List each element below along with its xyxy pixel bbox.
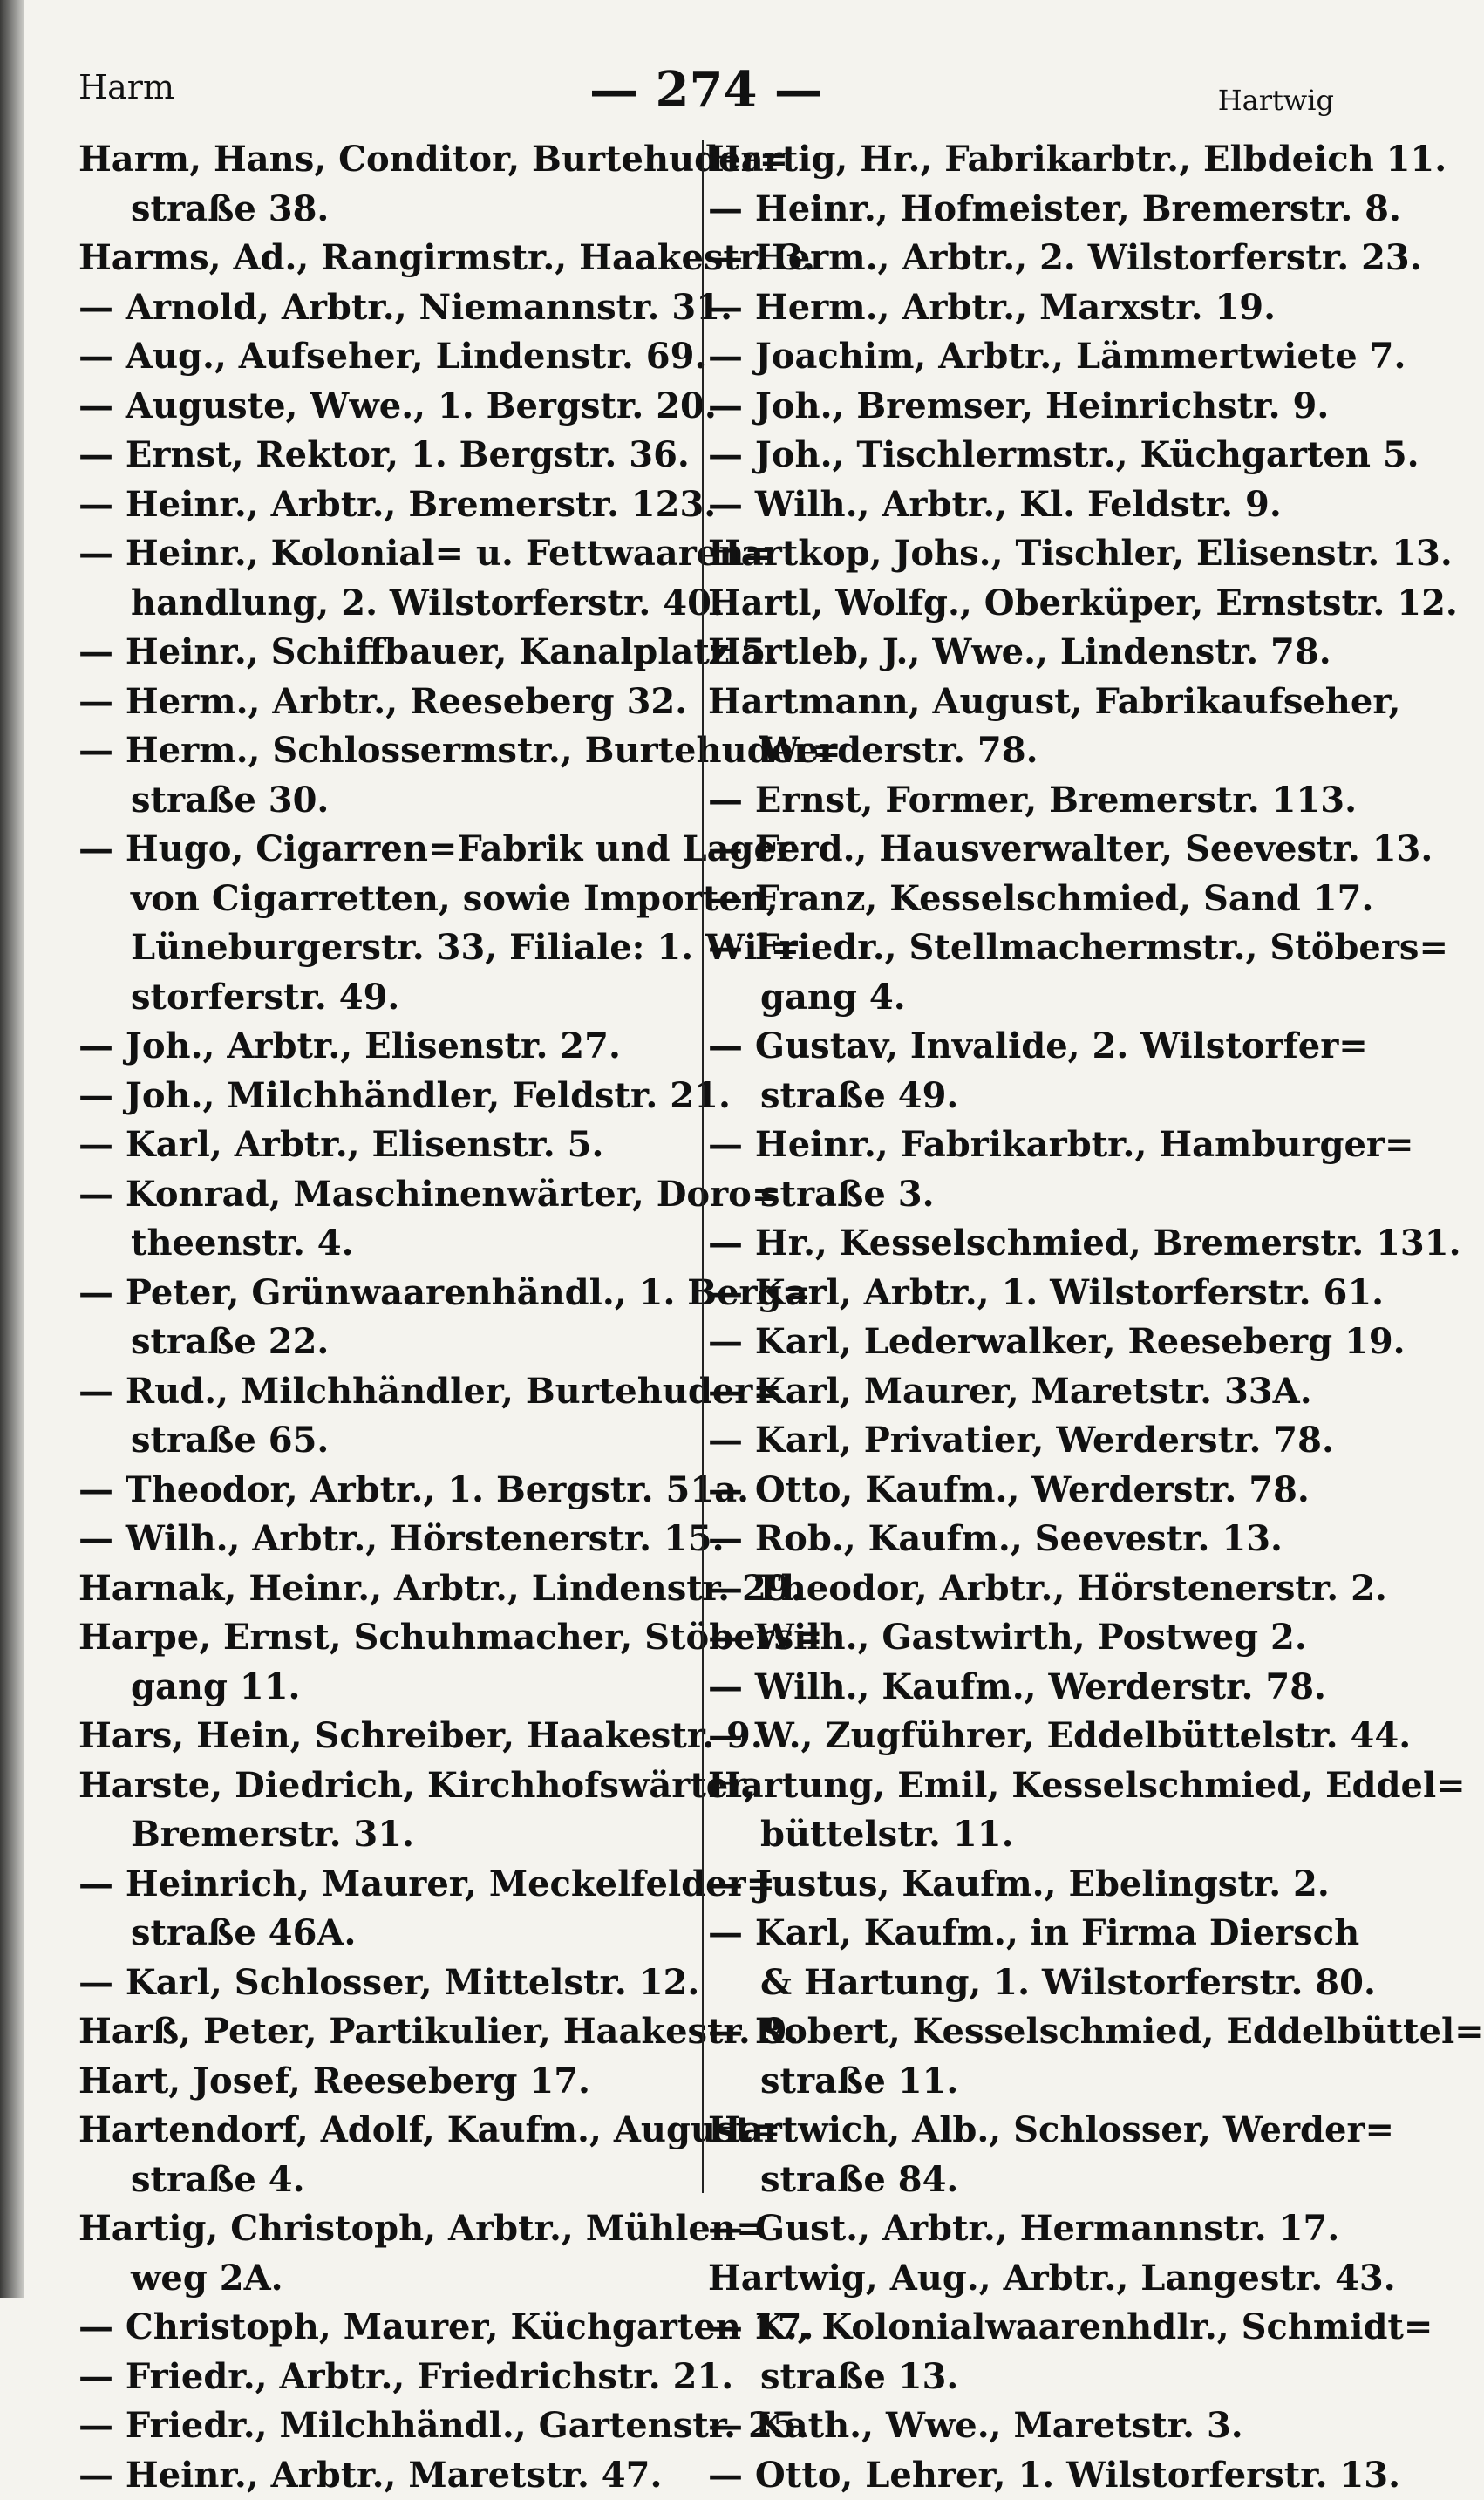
directory-entry-line: — Heinr., Hofmeister, Bremerstr. 8. [708,185,1336,235]
directory-entry-line: — Franz, Kesselschmied, Sand 17. [708,875,1336,924]
directory-entry-line: weg 2A. [78,2254,689,2304]
directory-entry-line: straße 65. [78,1416,689,1466]
directory-entry-line: von Cigarretten, sowie Importen, [78,875,689,924]
directory-entry-line: Hart, Josef, Reeseberg 17. [78,2057,689,2107]
directory-entry-line: Hartendorf, Adolf, Kaufm., August= [78,2106,689,2156]
directory-entry-line: Harß, Peter, Partikulier, Haakestr. 9. [78,2007,689,2057]
directory-entry-line: — Gust., Arbtr., Hermannstr. 17. [708,2204,1336,2254]
directory-entry-line: — Wilh., Arbtr., Kl. Feldstr. 9. [708,480,1336,530]
directory-entry-line: — Friedr., Stellmachermstr., Stöbers= [708,923,1336,973]
directory-entry-line: — Hugo, Cigarren=Fabrik und Lager [78,825,689,875]
directory-entry-line: Hartwich, Alb., Schlosser, Werder= [708,2106,1336,2156]
directory-entry-line: — Herm., Arbtr., 2. Wilstorferstr. 23. [708,234,1336,283]
directory-entry-line: handlung, 2. Wilstorferstr. 40. [78,579,689,629]
directory-entry-line: — Ernst, Former, Bremerstr. 113. [708,776,1336,826]
directory-entry-line: straße 4. [78,2156,689,2205]
directory-entry-line: — Otto, Lehrer, 1. Wilstorferstr. 13. [708,2451,1336,2500]
directory-entry-line: — Ernst, Rektor, 1. Bergstr. 36. [78,431,689,480]
directory-entry-line: — Karl, Maurer, Maretstr. 33A. [708,1367,1336,1417]
directory-entry-line: Hartkop, Johs., Tischler, Elisenstr. 13. [708,529,1336,579]
directory-entry-line: — Heinr., Kolonial= u. Fettwaaren= [78,529,689,579]
directory-entry-line: — K., Kolonialwaarenhdlr., Schmidt= [708,2303,1336,2353]
directory-entry-line: Bremerstr. 31. [78,1810,689,1860]
directory-entry-line: — Otto, Kaufm., Werderstr. 78. [708,1466,1336,1516]
directory-entry-line: — Robert, Kesselschmied, Eddelbüttel= [708,2007,1336,2057]
left-column [78,135,689,2500]
directory-entry-line: Hartmann, August, Fabrikaufseher, [708,678,1336,727]
directory-entry-line: — Heinr., Arbtr., Maretstr. 47. [78,2451,689,2500]
directory-entry-line: gang 4. [708,973,1336,1023]
directory-entry-line: — Gustav, Invalide, 2. Wilstorfer= [708,1022,1336,1072]
directory-entry-line: straße 30. [78,776,689,826]
directory-entry-line: straße 84. [708,2156,1336,2205]
directory-entry-line: — Herm., Arbtr., Reeseberg 32. [78,678,689,727]
directory-entry-line: straße 46A. [78,1909,689,1958]
directory-entry-line: — Wilh., Gastwirth, Postweg 2. [708,1613,1336,1663]
directory-entry-line: straße 49. [708,1072,1336,1121]
directory-entry-line: — Hr., Kesselschmied, Bremerstr. 131. [708,1219,1336,1269]
directory-entry-line: — Friedr., Arbtr., Friedrichstr. 21. [78,2353,689,2402]
directory-entry-line: — Justus, Kaufm., Ebelingstr. 2. [708,1860,1336,1910]
directory-entry-line: — Auguste, Wwe., 1. Bergstr. 20. [78,382,689,432]
directory-entry-line: — Heinr., Arbtr., Bremerstr. 123. [78,480,689,530]
directory-entry-line: — Aug., Aufseher, Lindenstr. 69. [78,332,689,382]
directory-entry-line: — Kath., Wwe., Maretstr. 3. [708,2401,1336,2451]
directory-entry-line: Hartwig, Aug., Arbtr., Langestr. 43. [708,2254,1336,2304]
directory-entry-line: — Joh., Tischlermstr., Küchgarten 5. [708,431,1336,480]
directory-entry-line: — Rud., Milchhändler, Burtehuder= [78,1367,689,1417]
directory-entry-line: Hartung, Emil, Kesselschmied, Eddel= [708,1761,1336,1811]
directory-entry-line: — Joh., Arbtr., Elisenstr. 27. [78,1022,689,1072]
header-right-keyword: Hartwig [1218,84,1334,117]
directory-entry-line: Lüneburgerstr. 33, Filiale: 1. Wil= [78,923,689,973]
directory-entry-line: — Herm., Arbtr., Marxstr. 19. [708,283,1336,333]
directory-entry-line: — Wilh., Kaufm., Werderstr. 78. [708,1663,1336,1713]
directory-entry-line: — Heinr., Fabrikarbtr., Hamburger= [708,1121,1336,1170]
directory-entry-line: straße 38. [78,185,689,235]
directory-entry-line: Harnak, Heinr., Arbtr., Lindenstr. 29. [78,1564,689,1614]
directory-entry-line: — Karl, Schlosser, Mittelstr. 12. [78,1958,689,2008]
directory-entry-line: storferstr. 49. [78,973,689,1023]
header-left-keyword: Harm [78,68,174,106]
directory-entry-line: Hartleb, J., Wwe., Lindenstr. 78. [708,628,1336,678]
directory-entry-line: — Joh., Milchhändler, Feldstr. 21. [78,1072,689,1121]
directory-entry-line: Hartl, Wolfg., Oberküper, Ernststr. 12. [708,579,1336,629]
directory-entry-line: — Karl, Privatier, Werderstr. 78. [708,1416,1336,1466]
running-header [78,61,1334,113]
directory-entry-line: — W., Zugführer, Eddelbüttelstr. 44. [708,1712,1336,1761]
directory-entry-line: Werderstr. 78. [708,726,1336,776]
directory-entry-line: — Karl, Arbtr., Elisenstr. 5. [78,1121,689,1170]
directory-entry-line: straße 11. [708,2057,1336,2107]
directory-entry-line: — Heinr., Schiffbauer, Kanalplatz 5. [78,628,689,678]
directory-entry-line: Harpe, Ernst, Schuhmacher, Stöbers= [78,1613,689,1663]
directory-entry-line: theenstr. 4. [78,1219,689,1269]
directory-entry-line: Harm, Hans, Conditor, Burtehuder= [78,135,689,185]
directory-entry-line: straße 13. [708,2353,1336,2402]
directory-entry-line: — Peter, Grünwaarenhändl., 1. Berg= [78,1269,689,1318]
column-divider [702,140,704,2193]
directory-entry-line: straße 22. [78,1318,689,1367]
directory-entry-line: — Rob., Kaufm., Seevestr. 13. [708,1515,1336,1564]
directory-entry-line: Harste, Diedrich, Kirchhofswärter, [78,1761,689,1811]
directory-entry-line: — Joachim, Arbtr., Lämmertwiete 7. [708,332,1336,382]
directory-entry-line: — Wilh., Arbtr., Hörstenerstr. 15. [78,1515,689,1564]
directory-entry-line: Hars, Hein, Schreiber, Haakestr. 9. [78,1712,689,1761]
directory-entry-line: Harms, Ad., Rangirmstr., Haakestr. 3. [78,234,689,283]
directory-entry-line: — Karl, Kaufm., in Firma Diersch [708,1909,1336,1958]
directory-entry-line: — Heinrich, Maurer, Meckelfelder= [78,1860,689,1910]
directory-entry-line: — Karl, Arbtr., 1. Wilstorferstr. 61. [708,1269,1336,1318]
directory-entry-line: Hartig, Hr., Fabrikarbtr., Elbdeich 11. [708,135,1336,185]
directory-entry-line: & Hartung, 1. Wilstorferstr. 80. [708,1958,1336,2008]
directory-entry-line: — Theodor, Arbtr., 1. Bergstr. 51a. [78,1466,689,1516]
directory-entry-line: gang 11. [78,1663,689,1713]
right-column [708,135,1336,2500]
directory-entry-line: — Herm., Schlossermstr., Burtehuder= [78,726,689,776]
directory-entry-line: — Theodor, Arbtr., Hörstenerstr. 2. [708,1564,1336,1614]
directory-entry-line: — Ferd., Hausverwalter, Seevestr. 13. [708,825,1336,875]
directory-entry-line: büttelstr. 11. [708,1810,1336,1860]
directory-entry-line: — Arnold, Arbtr., Niemannstr. 31. [78,283,689,333]
directory-entry-line: straße 3. [708,1170,1336,1220]
directory-entry-line: — Friedr., Milchhändl., Gartenstr. 25. [78,2401,689,2451]
directory-entry-line: — Joh., Bremser, Heinrichstr. 9. [708,382,1336,432]
page-number: — 274 — [78,61,1334,119]
directory-entry-line: Hartig, Christoph, Arbtr., Mühlen= [78,2204,689,2254]
directory-entry-line: — Christoph, Maurer, Küchgarten 17. [78,2303,689,2353]
directory-entry-line: — Konrad, Maschinenwärter, Doro= [78,1170,689,1220]
directory-entry-line: — Karl, Lederwalker, Reeseberg 19. [708,1318,1336,1367]
